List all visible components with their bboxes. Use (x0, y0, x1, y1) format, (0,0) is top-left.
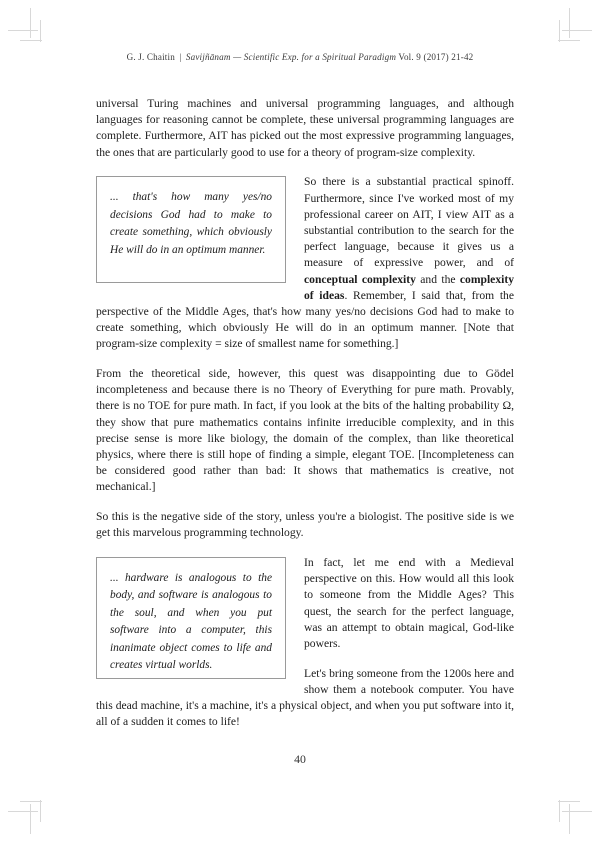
paragraph-2-bold-2: complexity of ideas (304, 272, 514, 302)
pullquote-box-1 (96, 176, 286, 283)
running-head-separator: | (179, 52, 182, 62)
paragraph-4: So this is the negative side of the story, unless you're a biologist. The positive side is we get this marvelous programming technology. (96, 510, 514, 540)
running-head-volume: Vol. 9 (2017) 21-42 (398, 52, 474, 62)
page-number: 40 (294, 752, 306, 766)
paragraph-3: From the theoretical side, however, this quest was disappointing due to Gödel incompleteness and because there is no Theory of Everything for pure math. Provably, there is no TOE for pure math. In fact, if you look at the bits of the halting probability Ω, they show that pure mathematics contains infinite irreducible complexity, and in this precise sense is more like biology, the domain of the complex, than like theoretical physics, where there is still hope of finding a simple, elegant TOE. [Incompleteness can be considered good rather than bad: It shows that mathematics is creative, not mechanical.] (96, 367, 514, 494)
running-head (0, 52, 600, 62)
running-head-author: G. J. Chaitin (126, 52, 175, 62)
pullquote-text-1: ... that's how many yes/no decisions God had to make to create something, which obviously He will do in an optimum manner. (110, 191, 272, 256)
paragraph-2-segment-2: and the (415, 272, 460, 286)
paragraph-2-segment-1: So there is a substantial practical spinoff. Furthermore, since I've worked most of my professional career on AIT, I view AIT as a substantial contribution to the search for the perfect language, because it gives us a measure of expressive power, and of (304, 175, 514, 270)
paragraph-2-segment-3: . Remember, I said that, from the perspective of the Middle Ages, that's how many yes/no decisions God had to make to create something, which obviously He will do in an optimum manner. [Note that program-size complexity = size of smallest name for something.] (96, 288, 515, 351)
crop-mark-top-right (546, 8, 592, 54)
crop-mark-bottom-right (546, 788, 592, 834)
crop-mark-top-left (8, 8, 54, 54)
pullquote-text-2: ... hardware is analogous to the body, and software is analogous to the soul, and when you put software into a computer, this inanimate object comes to life and creates virtual worlds. (110, 572, 272, 672)
paragraph-2-bold-1: conceptual complexity (304, 272, 416, 286)
page-body (96, 96, 514, 744)
paragraph-6: Let's bring someone from the 1200s here and show them a notebook computer. You have this dead machine, it's a machine, it's a physical object, and when you put software into it, all of a sudden it comes to life! (96, 666, 514, 729)
paragraph-5: In fact, let me end with a Medieval perspective on this. How would all this look to someone from the Middle Ages? This quest, the search for the perfect language, was an attempt to obtain magical, God-like powers. (304, 556, 514, 651)
pullquote-box-2 (96, 557, 286, 679)
crop-mark-bottom-left (8, 788, 54, 834)
running-head-journal: Savijñānam — Scientific Exp. for a Spiritual Paradigm (185, 52, 397, 62)
paragraph-1: universal Turing machines and universal programming languages, and although languages for reasoning cannot be complete, these universal programming languages are complete. Furthermore, AIT has picked out the most expressive programming languages, the ones that are particularly good to use for a theory of program-size complexity. (96, 97, 514, 159)
